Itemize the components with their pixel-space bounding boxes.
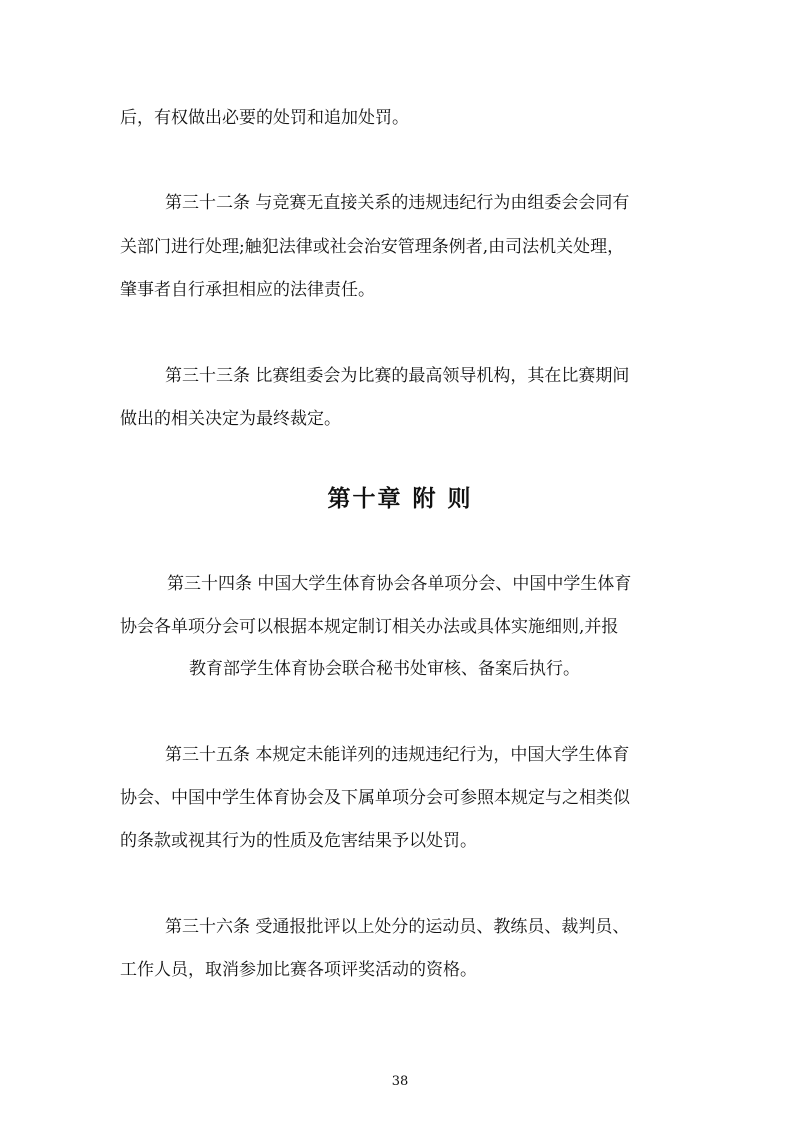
text-line-14: 工作人员，取消参加比赛各项评奖活动的资格。 (120, 960, 477, 980)
text-line-4: 肇事者自行承担相应的法律责任。 (120, 280, 375, 300)
text-line-12: 的条款或视其行为的性质及危害结果予以处罚。 (120, 831, 477, 851)
text-line-3: 关部门进行处理;触犯法律或社会治安管理条例者,由司法机关处理， (120, 237, 625, 257)
text-line-11: 协会、中国中学生体育协会及下属单项分会可参照本规定与之相类似 (120, 788, 630, 808)
text-line-13: 第三十六条 受通报批评以上处分的运动员、教练员、裁判员、 (165, 917, 630, 937)
text-line-1: 后，有权做出必要的处罚和追加处罚。 (120, 108, 409, 128)
text-line-5: 第三十三条 比赛组委会为比赛的最高领导机构，其在比赛期间 (165, 366, 630, 386)
text-line-8: 协会各单项分会可以根据本规定制订相关办法或具体实施细则,并报 (120, 617, 619, 637)
text-line-9: 教育部学生体育协会联合秘书处审核、备案后执行。 (189, 659, 580, 679)
text-line-6: 做出的相关决定为最终裁定。 (120, 409, 341, 429)
text-line-7: 第三十四条 中国大学生体育协会各单项分会、中国中学生体育 (167, 574, 632, 594)
text-line-2: 第三十二条 与竞赛无直接关系的违规违纪行为由组委会会同有 (165, 193, 630, 213)
chapter-title: 第十章 附 则 (327, 486, 473, 512)
page-number: 38 (391, 1074, 409, 1089)
text-line-10: 第三十五条 本规定未能详列的违规违纪行为，中国大学生体育 (165, 745, 630, 765)
